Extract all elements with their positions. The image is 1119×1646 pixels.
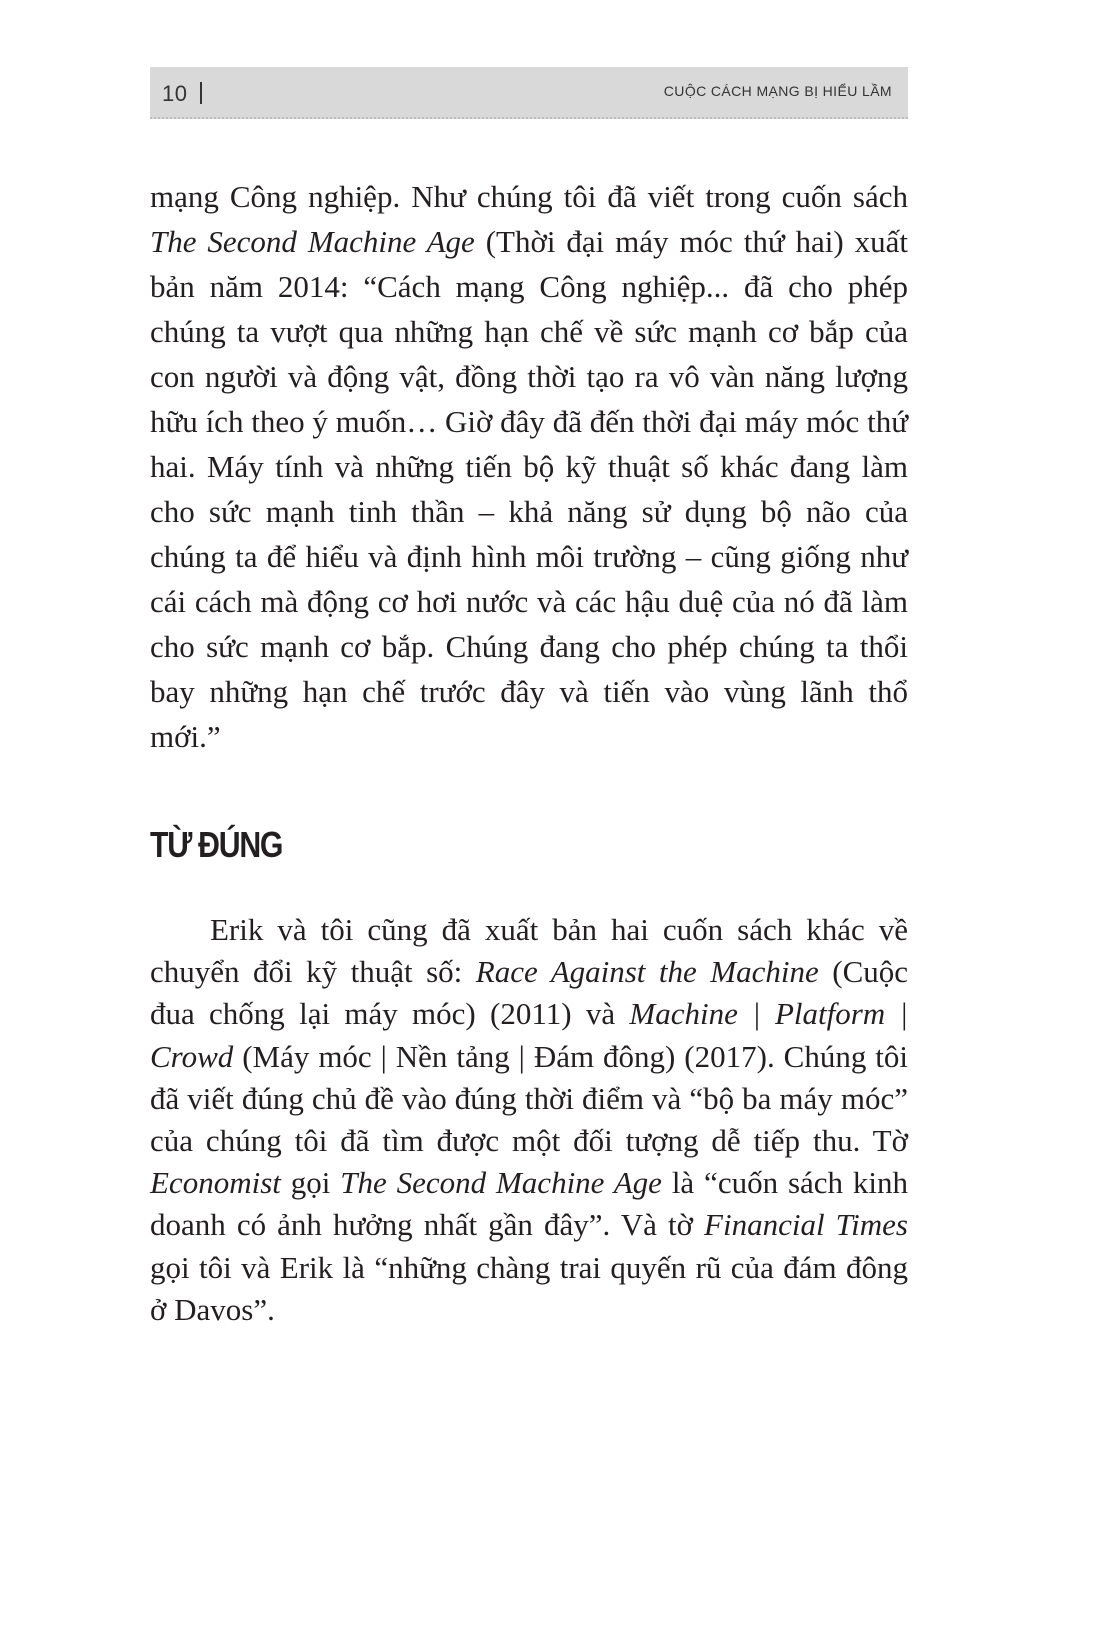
publication-name: Economist <box>150 1165 281 1201</box>
book-title: The Second Machine Age <box>150 224 475 259</box>
text-segment: (Thời đại máy móc thứ hai) xuất bản năm 2014: “Cách mạng Công nghiệp... đã cho phép chúng ta vượt qua những hạn chế về sức mạnh cơ bắp của con người và động vật, đồng thời tạo ra vô vàn năng lượng hữu ích theo ý muốn… Giờ đây đã đến thời đại máy móc thứ hai. Máy tính và những tiến bộ kỹ thuật số khác đang làm cho sức mạnh tinh thần – khả năng sử dụng bộ não của chúng ta để hiểu và định hình môi trường – cũng giống như cái cách mà động cơ hơi nước và các hậu duệ của nó đã làm cho sức mạnh cơ bắp. Chúng đang cho phép chúng ta thổi bay những hạn chế trước đây và tiến vào vùng lãnh thổ mới.” <box>150 224 909 754</box>
running-header <box>150 67 908 119</box>
text-segment: (Cuộc đua chống lại máy móc) (2011) và <box>150 954 909 1032</box>
header-divider <box>200 82 202 104</box>
book-title: Race Against the Machine <box>475 954 819 990</box>
running-title: CUỘC CÁCH MẠNG BỊ HIỂU LẦM <box>663 83 892 99</box>
text-segment: là “cuốn sách kinh doanh có ảnh hưởng nhất gần đây”. Và tờ <box>150 1165 909 1243</box>
book-title: Machine | Platform | Crowd <box>150 996 908 1074</box>
text-segment: (Máy móc | Nền tảng | Đám đông) (2017). Chúng tôi đã viết đúng chủ đề vào đúng thời điểm và “bộ ba máy móc” của chúng tôi đã tìm được một đối tượng dễ tiếp thu. Tờ <box>150 1038 908 1159</box>
text-segment: mạng Công nghiệp. Như chúng tôi đã viết trong cuốn sách <box>150 179 908 214</box>
text-segment: Erik và tôi cũng đã xuất bản hai cuốn sách khác về chuyển đổi kỹ thuật số: <box>150 912 908 990</box>
section-heading: TỪ ĐÚNG <box>150 824 283 865</box>
page-number: 10 <box>162 81 188 106</box>
body-paragraph-1 <box>150 174 908 759</box>
text-segment: gọi tôi và Erik là “những chàng trai quyến rũ của đám đông ở Davos”. <box>150 1249 908 1327</box>
body-paragraph-2 <box>150 909 908 1331</box>
text-segment: gọi <box>280 1165 341 1201</box>
publication-name: Financial Times <box>704 1207 908 1243</box>
book-title: The Second Machine Age <box>340 1165 662 1201</box>
